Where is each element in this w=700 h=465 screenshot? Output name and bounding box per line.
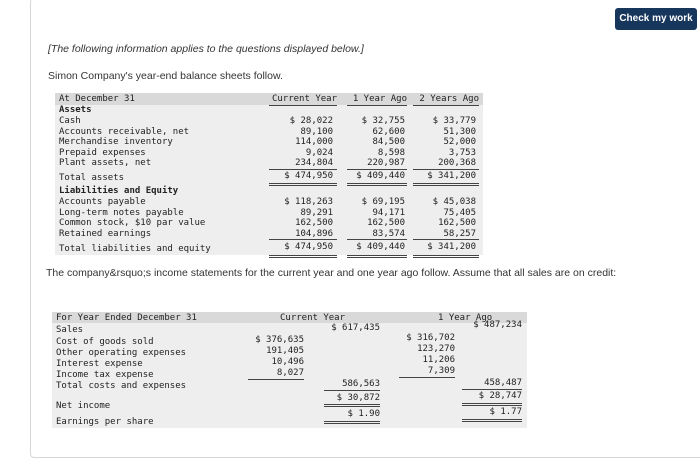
bs-header-2yr: 2 Years Ago: [419, 94, 479, 104]
total-liabilities-label: Total liabilities and equity: [59, 244, 211, 254]
bs-cell: 51,300: [443, 126, 476, 137]
bs-cell: $ 69,195: [361, 197, 405, 207]
bs-row-label: Prepaid expenses: [59, 147, 146, 158]
bs-cell: $ 45,038: [432, 197, 476, 207]
bs-header-label: At December 31: [59, 94, 135, 104]
is-header-current: Current Year: [280, 313, 346, 323]
bs-cell: 162,500: [438, 218, 476, 228]
bs-cell: $ 341,200: [427, 171, 476, 181]
bs-cell: 9,024: [305, 147, 333, 158]
bs-cell: 52,000: [443, 137, 476, 147]
bs-header-current: Current Year: [271, 94, 337, 104]
bs-cell: 75,405: [443, 207, 476, 218]
is-header-label: For Year Ended December 31: [56, 313, 197, 323]
is-cell: 586,563: [342, 379, 380, 389]
income-statement-intro: The company&rsquo;s income statements for the current year and one year ago follow. Assume that all sales are on credit:: [46, 267, 617, 279]
net-income-label: Net income: [56, 401, 111, 411]
bs-cell: 114,000: [295, 137, 333, 147]
assets-heading: Assets: [59, 105, 92, 115]
bs-cell: 3,753: [448, 147, 476, 158]
bs-row-label: Retained earnings: [59, 228, 152, 239]
is-cell: 8,027: [276, 368, 304, 378]
is-row-label: Cost of goods sold: [56, 337, 154, 347]
total-assets-label: Total assets: [59, 173, 125, 183]
balance-sheet-table: [55, 93, 483, 255]
bs-cell: 89,291: [300, 207, 333, 218]
bs-header-1yr: 1 Year Ago: [352, 94, 407, 104]
is-cell: 458,487: [484, 378, 522, 388]
is-row-label: Income tax expense: [56, 370, 154, 380]
bs-cell: 62,600: [372, 126, 405, 137]
bs-cell: 83,574: [372, 228, 405, 239]
bs-row-label: Common stock, $10 par value: [59, 218, 206, 228]
bs-cell: $ 409,440: [356, 171, 405, 181]
balance-sheet-intro: Simon Company's year-end balance sheets follow.: [48, 70, 283, 82]
total-costs-label: Total costs and expenses: [56, 381, 187, 391]
is-cell: 191,405: [266, 346, 304, 356]
check-my-work-button[interactable]: Check my work: [615, 8, 697, 30]
is-cell: $ 1.77: [489, 407, 522, 417]
bs-row-label: Long-term notes payable: [59, 207, 184, 218]
bs-cell: 89,100: [300, 126, 333, 137]
bs-row-label: Merchandise inventory: [59, 137, 173, 147]
bs-cell: 162,500: [295, 218, 333, 228]
bs-cell: $ 32,755: [361, 116, 405, 126]
income-statement-table: [52, 312, 527, 428]
bs-cell: 220,987: [367, 158, 405, 168]
is-cell: $ 316,702: [406, 333, 455, 343]
liabilities-heading: Liabilities and Equity: [59, 186, 179, 196]
is-header-prior: 1 Year Ago: [438, 313, 493, 323]
eps-label: Earnings per share: [56, 417, 154, 427]
bs-cell: 94,171: [372, 207, 405, 218]
intro-text: [The following information applies to the questions displayed below.]: [48, 43, 364, 55]
bs-cell: $ 28,022: [289, 116, 333, 126]
bs-cell: $ 341,200: [427, 242, 476, 252]
bs-cell: 200,368: [438, 158, 476, 168]
is-cell: $ 28,747: [478, 391, 522, 401]
is-cell: $ 487,234: [473, 320, 522, 330]
is-cell: $ 617,435: [331, 323, 380, 333]
sales-label: Sales: [56, 325, 84, 335]
bs-cell: 8,598: [377, 147, 405, 158]
is-cell: $ 30,872: [336, 393, 380, 403]
is-cell: 7,309: [427, 366, 455, 376]
bs-cell: $ 33,779: [432, 116, 476, 126]
bs-cell: 162,500: [367, 218, 405, 228]
bs-cell: $ 118,263: [284, 197, 333, 207]
is-cell: $ 1.90: [347, 409, 380, 419]
is-cell: 123,270: [417, 344, 455, 354]
bs-cell: 234,804: [295, 158, 333, 168]
bs-cell: $ 409,440: [356, 242, 405, 252]
is-row-label: Interest expense: [56, 359, 143, 369]
bs-cell: 84,500: [372, 137, 405, 147]
is-cell: $ 376,635: [255, 335, 304, 345]
bs-row-label: Accounts payable: [59, 197, 146, 207]
is-cell: 11,206: [422, 355, 455, 365]
bs-cell: $ 474,950: [284, 242, 333, 252]
is-cell: 10,496: [271, 357, 304, 367]
bs-row-label: Cash: [59, 116, 81, 126]
bs-cell: $ 474,950: [284, 171, 333, 181]
bs-row-label: Plant assets, net: [59, 158, 152, 168]
bs-cell: 58,257: [443, 228, 476, 239]
bs-row-label: Accounts receivable, net: [59, 126, 190, 137]
bs-cell: 104,896: [295, 228, 333, 239]
is-row-label: Other operating expenses: [56, 348, 187, 358]
